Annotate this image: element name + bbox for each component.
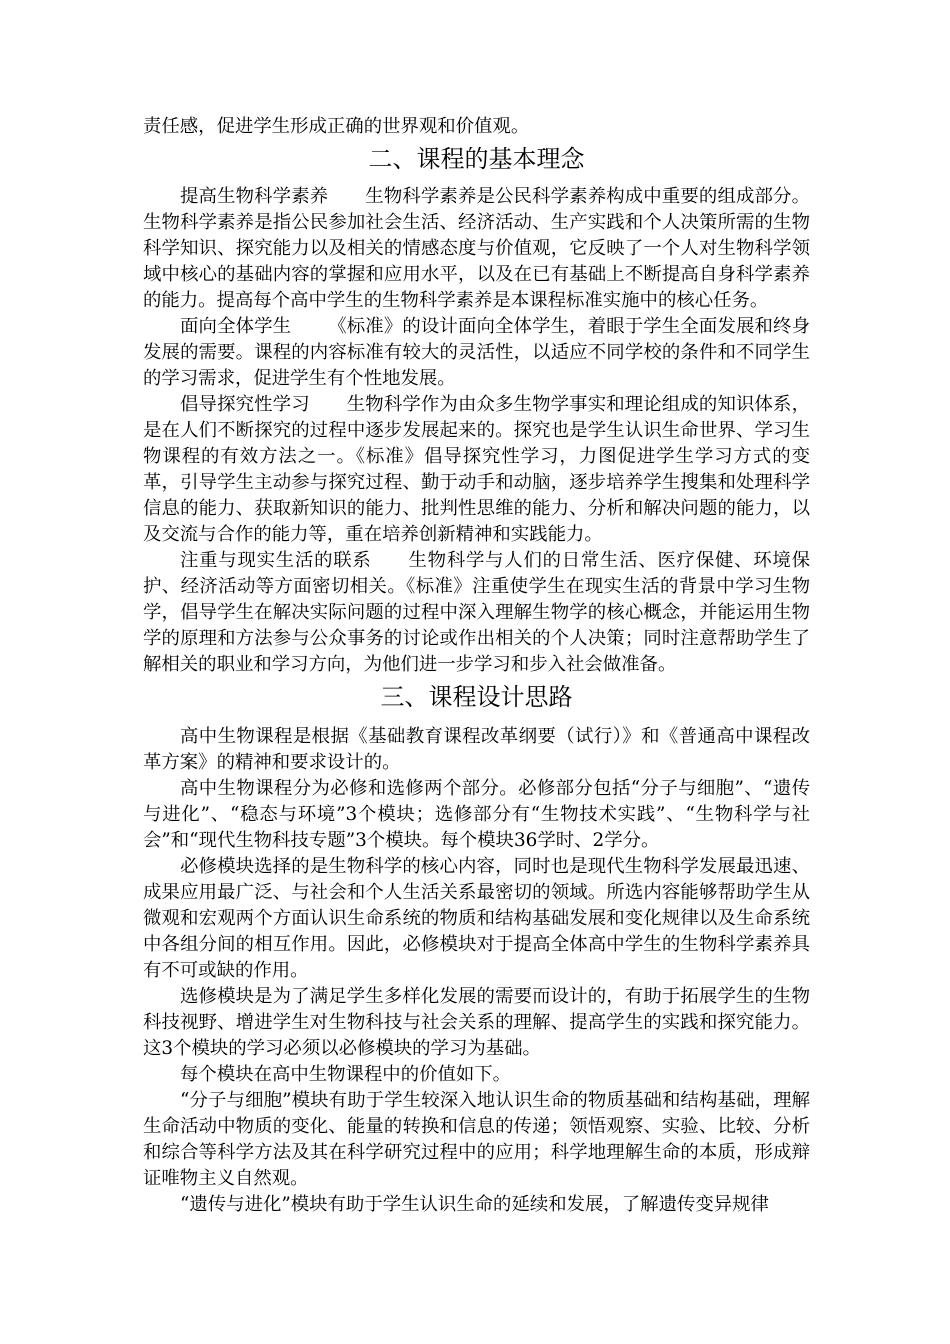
principle-term-1: 提高生物科学素养	[180, 186, 329, 207]
principle-text-3: 生物科学作为由众多生物学事实和理论组成的知识体系，是在人们不断探究的过程中逐步发展起来的。探究也是学生认识生命世界、学习生物课程的有效方法之一。《标准》倡导探究性学习，力图促进学生学习方式的变革，引导学生主动参与探究过程、勤于动手和动脑，逐步培养学生搜集和处理科学信息的能力、获取新知识的能力、批判性思维的能力、分析和解决问题的能力，以及交流与合作的能力等，重在培养创新精神和实践能力。	[143, 394, 810, 545]
principle-term-2: 面向全体学生	[180, 316, 292, 337]
principle-text-4: 生物科学与人们的日常生活、医疗保健、环境保护、经济活动等方面密切相关。《标准》注重使学生在现实生活的背景中学习生物学，倡导学生在解决实际问题的过程中深入理解生物学的核心概念，并能运用生物学的原理和方法参与公众事务的讨论或作出相关的个人决策；同时注意帮助学生了解相关的职业和学习方向，为他们进一步学习和步入社会做准备。	[143, 550, 810, 675]
principle-term-4: 注重与现实生活的联系	[180, 550, 372, 571]
document-body	[143, 114, 810, 1218]
design-paragraph-6: “分子与细胞”模块有助于学生较深入地认识生命的物质基础和结构基础，理解生命活动中物质的变化、能量的转换和信息的传递；领悟观察、实验、比较、分析和综合等科学方法及其在科学研究过程中的应用；科学地理解生命的本质，形成辩证唯物主义自然观。	[143, 1090, 810, 1189]
design-paragraph-2: 高中生物课程分为必修和选修两个部分。必修部分包括“分子与细胞”、“遗传与进化”、“稳态与环境”3个模块；选修部分有“生物技术实践”、“生物科学与社会”和“现代生物科技专题”3个模块。每个模块36学时、2学分。	[143, 778, 810, 851]
principle-term-3: 倡导探究性学习	[180, 394, 310, 415]
design-paragraph-5: 每个模块在高中生物课程中的价值如下。	[180, 1064, 512, 1085]
section-3-heading: 三、课程设计思路	[380, 683, 573, 711]
principle-paragraph-1	[143, 184, 810, 314]
design-paragraph-7: “遗传与进化”模块有助于学生认识生命的延续和发展，了解遗传变异规律	[180, 1194, 769, 1215]
design-paragraph-3: 必修模块选择的是生物科学的核心内容，同时也是现代生物科学发展最迅速、成果应用最广泛、与社会和个人生活关系最密切的领域。所选内容能够帮助学生从微观和宏观两个方面认识生命系统的物质和结构基础发展和变化规律以及生命系统中各组分间的相互作用。因此，必修模块对于提高全体高中学生的生物科学素养具有不可或缺的作用。	[143, 856, 810, 981]
principle-paragraph-4	[143, 548, 810, 678]
principle-paragraph-2	[143, 314, 810, 392]
design-paragraph-4: 选修模块是为了满足学生多样化发展的需要而设计的，有助于拓展学生的生物科技视野、增进学生对生物科技与社会关系的理解、提高学生的实践和探究能力。这3个模块的学习必须以必修模块的学习为基础。	[143, 986, 810, 1059]
principle-text-1: 生物科学素养是公民科学素养构成中重要的组成部分。生物科学素养是指公民参加社会生活、经济活动、生产实践和个人决策所需的生物科学知识、探究能力以及相关的情感态度与价值观，它反映了一个人对生物科学领域中核心的基础内容的掌握和应用水平，以及在已有基础上不断提高自身科学素养的能力。提高每个高中学生的生物科学素养是本课程标准实施中的核心任务。	[143, 186, 810, 311]
principle-paragraph-3	[143, 392, 810, 548]
principle-text-2: 《标准》的设计面向全体学生，着眼于学生全面发展和终身发展的需要。课程的内容标准有较大的灵活性，以适应不同学校的条件和不同学生的学习需求，促进学生有个性地发展。	[143, 316, 810, 389]
intro-tail-paragraph: 责任感，促进学生形成正确的世界观和价值观。	[143, 116, 530, 137]
section-2-heading: 二、课程的基本理念	[368, 145, 585, 173]
design-paragraph-1: 高中生物课程是根据《基础教育课程改革纲要（试行）》和《普通高中课程改革方案》的精神和要求设计的。	[143, 726, 810, 773]
